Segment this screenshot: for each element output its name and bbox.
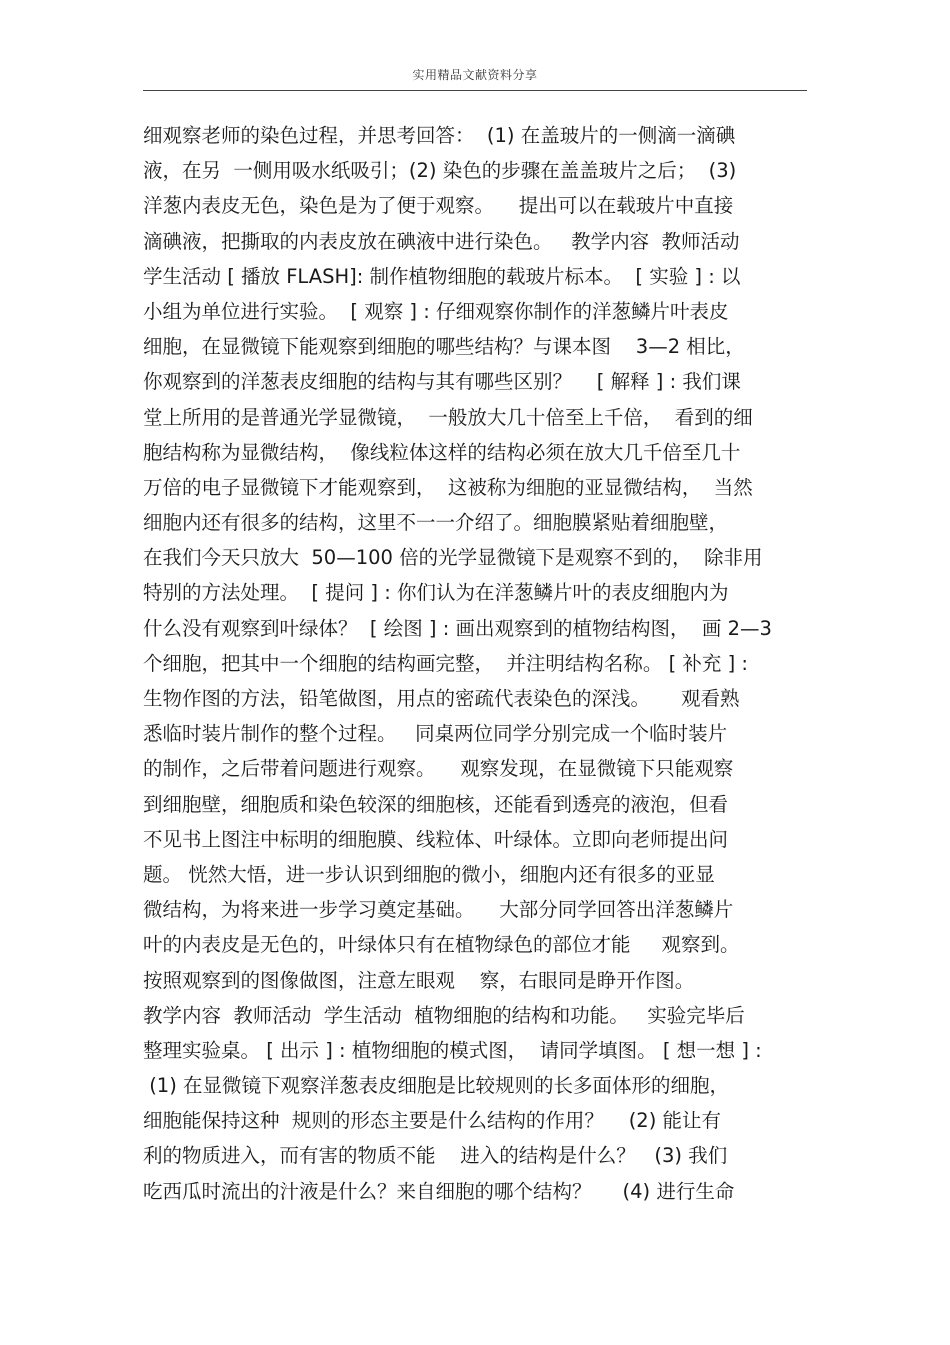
body-text xyxy=(143,118,809,1209)
text-line: 什么没有观察到叶绿体？ [ 绘图 ] : 画出观察到的植物结构图， 画 2—3 xyxy=(143,616,772,640)
text-line: 到细胞壁，细胞质和染色较深的细胞核，还能看到透亮的液泡，但看 xyxy=(143,792,729,816)
text-line: 整理实验桌。 [ 出示 ] : 植物细胞的模式图， 请同学填图。 [ 想一想 ] : xyxy=(143,1038,762,1062)
text-line: 洋葱内表皮无色，染色是为了便于观察。 提出可以在载玻片中直接 xyxy=(143,194,734,218)
text-line: 细胞内还有很多的结构，这里不一一介绍了。细胞膜紧贴着细胞壁， xyxy=(143,511,729,535)
header-divider xyxy=(143,90,807,91)
text-line: 你观察到的洋葱表皮细胞的结构与其有哪些区别？ [ 解释 ] : 我们课 xyxy=(143,370,741,394)
text-line: 个细胞，把其中一个细胞的结构画完整， 并注明结构名称。 [ 补充 ] : xyxy=(143,651,748,675)
text-line: 胞结构称为显微结构， 像线粒体这样的结构必须在放大几千倍至几十 xyxy=(143,440,741,464)
text-line: 利的物质进入，而有害的物质不能 进入的结构是什么？ (3) 我们 xyxy=(143,1144,728,1168)
text-line: 特别的方法处理。 [ 提问 ] : 你们认为在洋葱鳞片叶的表皮细胞内为 xyxy=(143,581,729,605)
text-line: 吃西瓜时流出的汁液是什么？来自细胞的哪个结构？ (4) 进行生命 xyxy=(143,1179,735,1203)
text-line: 按照观察到的图像做图，注意左眼观 察，右眼同是睁开作图。 xyxy=(143,968,695,992)
text-line: 学生活动 [ 播放 FLASH]: 制作植物细胞的载玻片标本。 [ 实验 ] : 以 xyxy=(143,264,741,288)
text-line: 堂上所用的是普通光学显微镜， 一般放大几十倍至上千倍， 看到的细 xyxy=(143,405,753,429)
text-line: 在我们今天只放大 50—100 倍的光学显微镜下是观察不到的， 除非用 xyxy=(143,546,763,570)
text-line: 不见书上图注中标明的细胞膜、线粒体、叶绿体。立即向老师提出问 xyxy=(143,827,729,851)
text-line: 叶的内表皮是无色的，叶绿体只有在植物绿色的部位才能 观察到。 xyxy=(143,933,740,957)
text-line: 细胞能保持这种 规则的形态主要是什么结构的作用？ (2) 能让有 xyxy=(143,1109,722,1133)
text-line: 小组为单位进行实验。 [ 观察 ] : 仔细观察你制作的洋葱鳞片叶表皮 xyxy=(143,299,729,323)
text-line: (1) 在显微镜下观察洋葱表皮细胞是比较规则的长多面体形的细胞， xyxy=(143,1074,730,1098)
text-line: 教学内容 教师活动 学生活动 植物细胞的结构和功能。 实验完毕后 xyxy=(143,1003,745,1027)
text-line: 液，在另 一侧用吸水纸吸引；(2) 染色的步骤在盖盖玻片之后； (3) xyxy=(143,159,737,183)
text-line: 滴碘液，把撕取的内表皮放在碘液中进行染色。 教学内容 教师活动 xyxy=(143,229,740,253)
text-line: 细胞，在显微镜下能观察到细胞的哪些结构？与课本图 3—2 相比， xyxy=(143,335,745,359)
text-line: 生物作图的方法，铅笔做图，用点的密疏代表染色的深浅。 观看熟 xyxy=(143,687,740,710)
text-line: 悉临时装片制作的整个过程。 同桌两位同学分别完成一个临时装片 xyxy=(143,722,728,746)
text-line: 万倍的电子显微镜下才能观察到， 这被称为细胞的亚显微结构， 当然 xyxy=(143,475,753,499)
text-line: 的制作，之后带着问题进行观察。 观察发现，在显微镜下只能观察 xyxy=(143,757,734,781)
text-line: 细观察老师的染色过程，并思考回答： (1) 在盖玻片的一侧滴一滴碘 xyxy=(143,124,736,147)
header-title: 实用精品文献资料分享 xyxy=(412,68,538,82)
text-line: 微结构，为将来进一步学习奠定基础。 大部分同学回答出洋葱鳞片 xyxy=(143,898,734,922)
text-line: 题。 恍然大悟，进一步认识到细胞的微小，细胞内还有很多的亚显 xyxy=(143,862,715,886)
